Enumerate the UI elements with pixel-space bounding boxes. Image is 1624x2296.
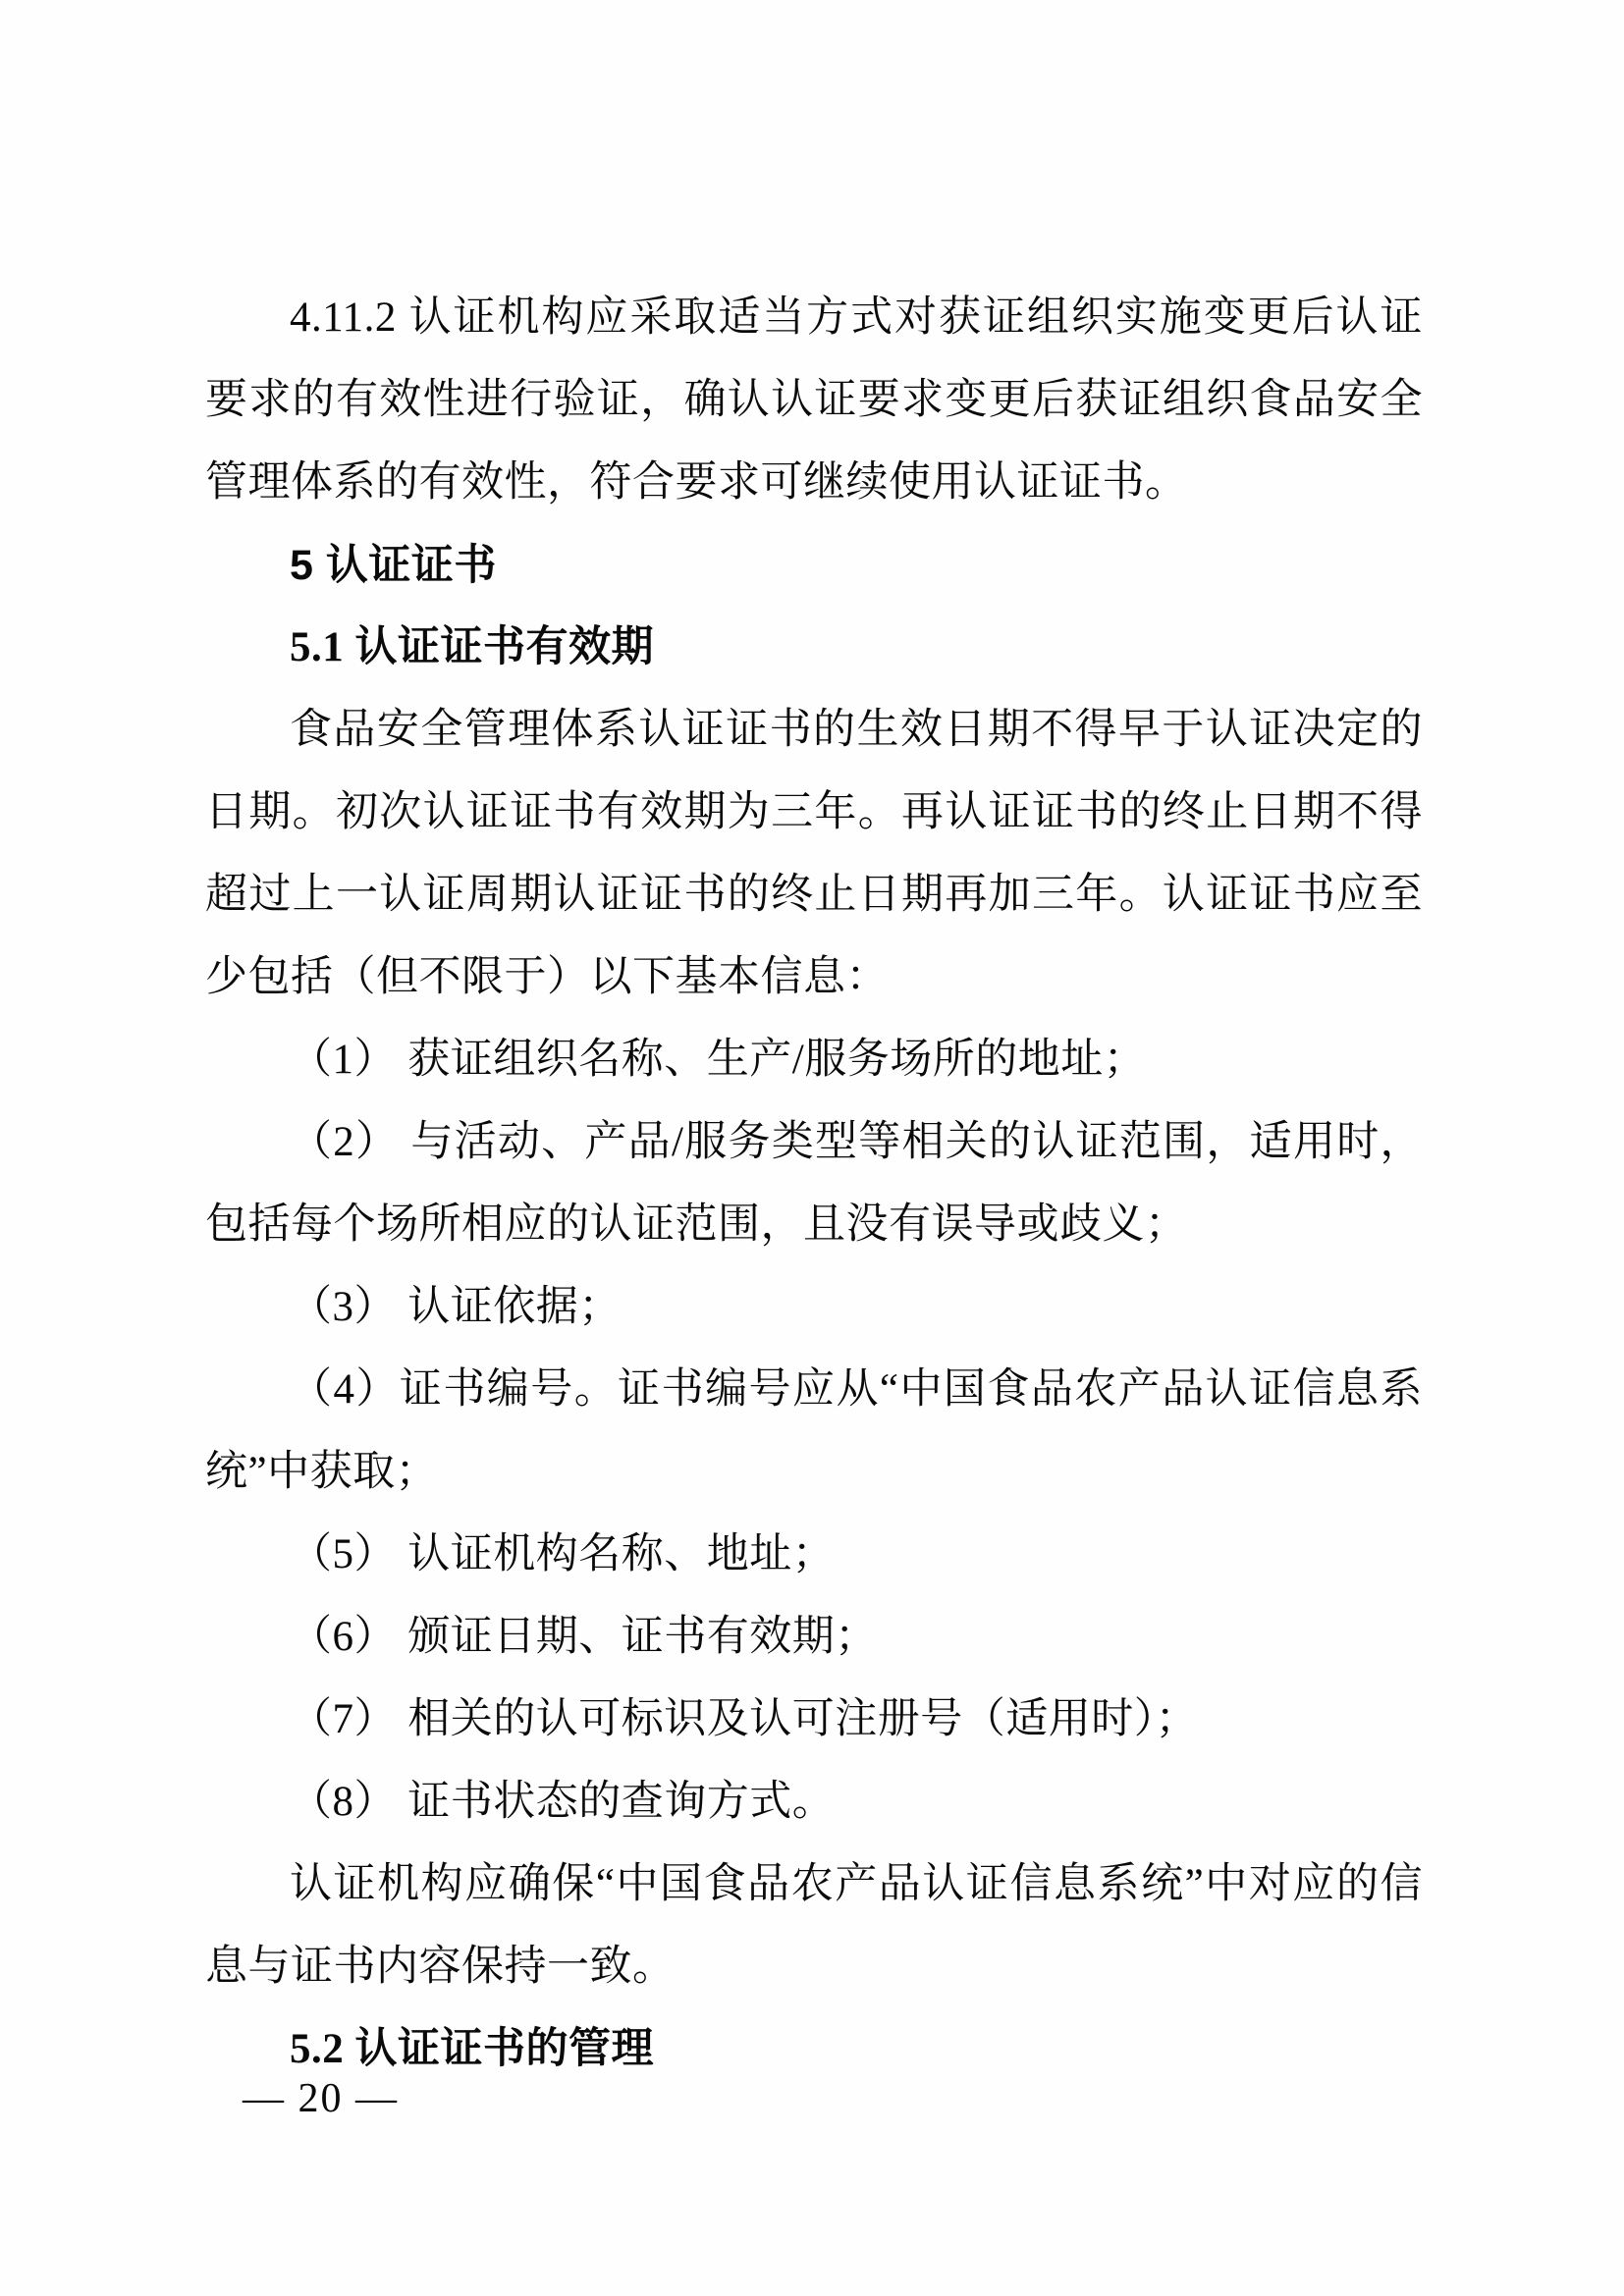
page-content — [205, 277, 1423, 2091]
page-number: — 20 — — [243, 2076, 399, 2121]
list-item-1: （1） 获证组织名称、生产/服务场所的地址； — [290, 1037, 1147, 1083]
heading-section-5-2: 5.2 认证证书的管理 — [290, 2026, 654, 2072]
list-item-2: （2） 与活动、产品/服务类型等相关的认证范围，适用时，包括每个场所相应的认证范围，且没有误导或歧义； — [205, 1119, 1423, 1248]
list-item-3: （3） 认证依据； — [290, 1284, 622, 1330]
paragraph-info-consistency: 认证机构应确保“中国食品农产品认证信息系统”中对应的信息与证书内容保持一致。 — [205, 1861, 1423, 1990]
list-item-4: （4）证书编号。证书编号应从“中国食品农产品认证信息系统”中获取； — [205, 1366, 1423, 1495]
list-item-6: （6） 颁证日期、证书有效期； — [290, 1614, 878, 1660]
list-item-8: （8） 证书状态的查询方式。 — [290, 1779, 836, 1825]
heading-section-5-1: 5.1 认证证书有效期 — [290, 624, 654, 670]
paragraph-validity-period: 食品安全管理体系认证证书的生效日期不得早于认证决定的日期。初次认证证书有效期为三年。再认证证书的终止日期不得超过上一认证周期认证证书的终止日期再加三年。认证证书应至少包括（但不限于）以下基本信息： — [205, 707, 1423, 1000]
clause-4-11-2: 4.11.2 认证机构应采取适当方式对获证组织实施变更后认证要求的有效性进行验证，确认认证要求变更后获证组织食品安全管理体系的有效性，符合要求可继续使用认证证书。 — [205, 294, 1423, 506]
list-item-7: （7） 相关的认可标识及认可注册号（适用时）； — [290, 1696, 1199, 1742]
list-item-5: （5） 认证机构名称、地址； — [290, 1531, 836, 1577]
heading-section-5: 5 认证证书 — [290, 542, 497, 589]
